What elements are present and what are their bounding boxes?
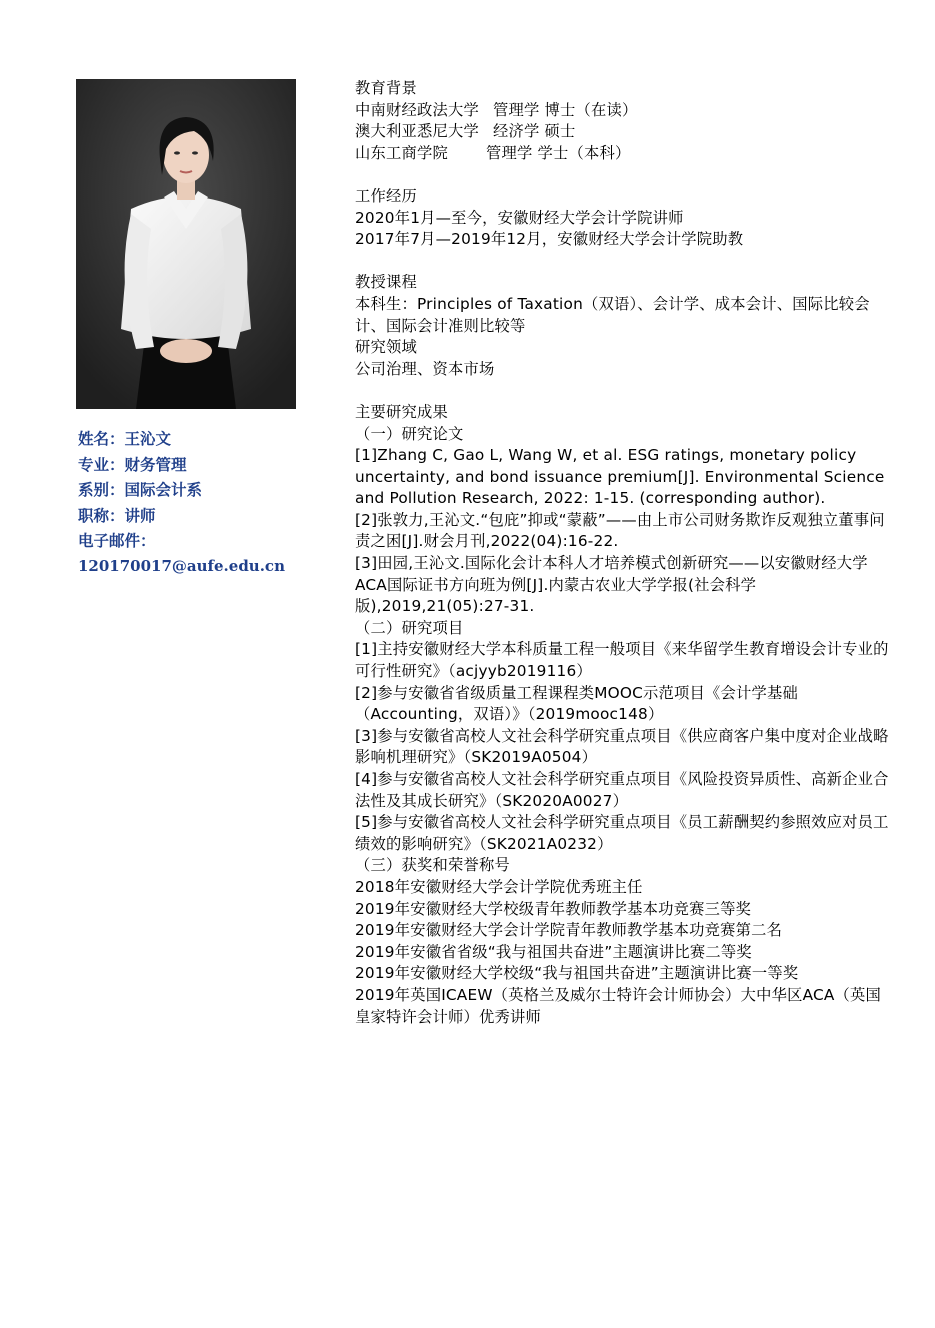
profile-title: 职称：讲师 <box>78 505 156 525</box>
project-item: [3]参与安徽省高校人文社会科学研究重点项目《供应商客户集中度对企业战略影响机理研究》（SK2019A0504） <box>355 726 889 767</box>
work-item: 2017年7月—2019年12月，安徽财经大学会计学院助教 <box>355 230 744 249</box>
courses-heading: 教授课程 <box>355 273 417 292</box>
portrait-photo <box>76 79 296 409</box>
work-item: 2020年1月—至今，安徽财经大学会计学院讲师 <box>355 208 684 227</box>
award-item: 2019年英国ICAEW（英格兰及威尔士特许会计师协会）大中华区ACA（英国皇家特许会计师）优秀讲师 <box>355 985 882 1026</box>
awards-heading: （三）获奖和荣誉称号 <box>355 856 510 875</box>
research-area-heading: 研究领域 <box>355 338 417 357</box>
profile-department: 系别：国际会计系 <box>78 480 203 499</box>
achievements-heading: 主要研究成果 <box>355 402 448 421</box>
education-school: 山东工商学院 <box>355 143 448 162</box>
education-item <box>355 143 895 165</box>
project-item: [1]主持安徽财经大学本科质量工程一般项目《来华留学生教育增设会计专业的可行性研究》（acjyyb2019116） <box>355 640 889 681</box>
profile-email[interactable]: 120170017@aufe.edu.cn <box>78 556 285 575</box>
education-degree: 管理学 博士（在读） <box>492 100 638 119</box>
courses-text: 本科生：Principles of Taxation（双语）、会计学、成本会计、国际比较会计、国际会计准则比较等 <box>355 294 870 335</box>
profile-email-label: 电子邮件： <box>78 531 156 550</box>
award-item: 2019年安徽财经大学校级青年教师教学基本功竞赛三等奖 <box>355 899 752 918</box>
research-area-text: 公司治理、资本市场 <box>355 359 495 378</box>
paper-item: [2]张敦力,王沁文.“包庇”抑或“蒙蔽”——由上市公司财务欺诈反观独立董事问责之困[J].财会月刊,2022(04):16-22. <box>355 510 885 551</box>
award-item: 2019年安徽财经大学会计学院青年教师教学基本功竞赛第二名 <box>355 921 783 940</box>
profile-info <box>78 426 328 579</box>
papers-heading: （一）研究论文 <box>355 424 464 443</box>
portrait-illustration <box>76 79 296 409</box>
profile-name: 姓名：王沁文 <box>78 429 172 448</box>
cv-content <box>355 78 895 1028</box>
education-school: 澳大利亚悉尼大学 <box>355 122 479 141</box>
education-heading: 教育背景 <box>355 79 417 97</box>
projects-heading: （二）研究项目 <box>355 618 464 637</box>
award-item: 2018年安徽财经大学会计学院优秀班主任 <box>355 877 643 896</box>
paper-item: [3]田园,王沁文.国际化会计本科人才培养模式创新研究——以安徽财经大学ACA国际证书方向班为例[J].内蒙古农业大学学报(社会科学版),2019,21(05):27-31. <box>355 554 868 616</box>
paper-item: [1]Zhang C, Gao L, Wang W, et al. ESG ratings, monetary policy uncertainty, and bond issuance premium[J]. Environmental Science and Pollution Research, 2022: 1-15. (corresponding author). <box>355 446 885 508</box>
work-heading: 工作经历 <box>355 186 417 205</box>
award-item: 2019年安徽省省级“我与祖国共奋进”主题演讲比赛二等奖 <box>355 942 752 961</box>
education-degree: 经济学 硕士 <box>492 122 576 141</box>
education-degree: 管理学 学士（本科） <box>485 143 631 162</box>
profile-major: 专业：财务管理 <box>78 454 187 474</box>
project-item: [2]参与安徽省省级质量工程课程类MOOC示范项目《会计学基础（Accounting，双语）》（2019mooc148） <box>355 683 798 724</box>
project-item: [5]参与安徽省高校人文社会科学研究重点项目《员工薪酬契约参照效应对员工绩效的影响研究》（SK2021A0232） <box>355 813 889 853</box>
education-item <box>355 121 895 143</box>
project-item: [4]参与安徽省高校人文社会科学研究重点项目《风险投资异质性、高新企业合法性及其成长研究》（SK2020A0027） <box>355 770 889 810</box>
education-item <box>355 100 895 122</box>
education-school: 中南财经政法大学 <box>355 100 479 119</box>
award-item: 2019年安徽财经大学校级“我与祖国共奋进”主题演讲比赛一等奖 <box>355 964 799 983</box>
